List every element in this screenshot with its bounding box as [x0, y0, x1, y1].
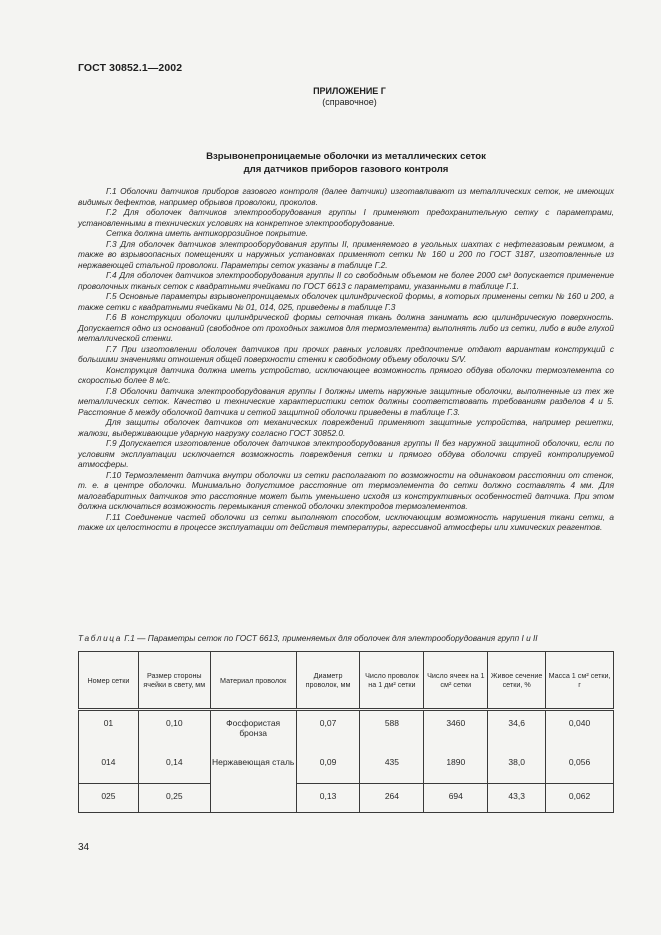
table-row: [79, 784, 614, 813]
table-cell: 264: [360, 784, 424, 813]
table-cell: 0,040: [546, 710, 614, 751]
paragraph: Г.4 Для оболочек датчиков электрооборудования группы II со свободным объемом не более 2000 см³ допускается применение проволочных тканых сеток с квадратными ячейками по ГОСТ 6613 с параметрами, указанными в таблице Г.1.: [78, 270, 614, 291]
paragraph: Г.11 Соединение частей оболочки из сетки выполняют способом, исключающим возможность нарушения ткани сетки, а также их целостности в процессе эксплуатации от действия температуры, агрессивной атмосферы или химических реагентов.: [78, 511, 614, 532]
appendix-label: ПРИЛОЖЕНИЕ Г: [313, 86, 386, 96]
paragraph: Сетка должна иметь антикоррозийное покрытие.: [106, 228, 308, 238]
paragraph: Г.7 При изготовлении оболочек датчиков при прочих равных условиях предпочтение отдают вариантам конструкций с большими значениями отношения общей поверхности стенки к свободному объему оболочки S/V.: [78, 343, 614, 364]
table-cell: 0,25: [138, 784, 210, 813]
table-cell: Нержавеющая сталь: [210, 750, 296, 784]
document-title: [78, 151, 614, 176]
table-caption-lead: Таблица: [78, 633, 122, 643]
document-code: ГОСТ 30852.1—2002: [78, 62, 183, 74]
table-cell: 014: [79, 750, 139, 784]
paragraph: Г.6 В конструкции оболочки цилиндрической формы сеточная ткань должна занимать всю цилиндрическую поверхность. Допускается одно из оснований (свободное от проходных зажимов для термоэлемента) выполнять либо из сетки, либо в виде глухой металлической стенки.: [78, 312, 614, 343]
appendix-heading: [0, 86, 661, 108]
table-row: [79, 750, 614, 784]
paragraph: Конструкция датчика должна иметь устройство, исключающее возможность прямого обдува оболочки термоэлемента со скоростью более 8 м/с.: [78, 364, 614, 385]
table-cell: Фосфористая бронза: [210, 710, 296, 751]
table-cell: 588: [360, 710, 424, 751]
column-header: Живое сечение сетки, %: [488, 652, 546, 710]
column-header: Число ячеек на 1 см² сетки: [424, 652, 488, 710]
table-cell: 435: [360, 750, 424, 784]
table-cell: 0,056: [546, 750, 614, 784]
paragraph: Г.2 Для оболочек датчиков электрооборудования группы I применяют предохранительную сетку с параметрами, установленными в технических условиях на конкретное электрооборудование.: [78, 207, 614, 228]
table-cell: 0,14: [138, 750, 210, 784]
table-cell: [210, 784, 296, 813]
table-row: [79, 710, 614, 751]
table-cell: 43,3: [488, 784, 546, 813]
table-cell: 694: [424, 784, 488, 813]
paragraph: Г.9 Допускается изготовление оболочек датчиков электрооборудования группы II без наружной защитной оболочки, если по условиям эксплуатации исключается возможность повреждения сетки и прямого обдува оболочки струей контролируемой атмосферы.: [78, 438, 614, 469]
table-cell: 0,07: [296, 710, 360, 751]
column-header: Число проволок на 1 дм² сетки: [360, 652, 424, 710]
table-caption-text: Г.1 — Параметры сеток по ГОСТ 6613, применяемых для оболочек для электрооборудования групп I и II: [121, 633, 538, 643]
table-cell: 0,09: [296, 750, 360, 784]
table-cell: 0,062: [546, 784, 614, 813]
column-header: Номер сетки: [79, 652, 139, 710]
table-cell: 38,0: [488, 750, 546, 784]
column-header: Материал проволок: [210, 652, 296, 710]
table-cell: 1890: [424, 750, 488, 784]
table-cell: 025: [79, 784, 139, 813]
column-header: Масса 1 см² сетки, г: [546, 652, 614, 710]
paragraph: Г.3 Для оболочек датчиков электрооборудования группы II, применяемого в угольных шахтах с нефтегазовым режимом, а также во взрывоопасных помещениях и наружных установках применяют сетки № 160 и 200 по ГОСТ 3187, изготовленные из нержавеющей стальной проволоки. Параметры сеток указаны в таблице Г.2.: [78, 238, 614, 270]
paragraph: Для защиты оболочек датчиков от механических повреждений применяют защитные устройства, например решетки, жалюзи, выдерживающие ударную нагрузку согласно ГОСТ 30852.0.: [78, 417, 614, 438]
paragraph: Г.5 Основные параметры взрывонепроницаемых оболочек цилиндрической формы, в которых применены сетки № 160 и 200, а также сетки с квадратными ячейками № 01, 014, 025, приведены в таблице Г.3: [78, 291, 614, 312]
paragraph: Г.1 Оболочки датчиков приборов газового контроля (далее датчики) изготавливают из металлических сеток, не имеющих видимых дефектов, например обрывов проволоки, проколов.: [78, 186, 614, 207]
table-caption: [78, 633, 618, 643]
column-header: Размер стороны ячейки в свету, мм: [138, 652, 210, 710]
table-cell: 01: [79, 710, 139, 751]
table-cell: 3460: [424, 710, 488, 751]
body-text: [78, 186, 614, 533]
table-cell: 0,10: [138, 710, 210, 751]
paragraph: Г.10 Термоэлемент датчика внутри оболочки из сетки располагают по возможности на одинаковом расстоянии от стенок, т. е. в центре оболочки. Минимально допустимое расстояние от термоэлемента до сетки должно составлять 4 мм. Для малогабаритных датчиков это расстояние может быть уменьшено исходя из конструктивных особенностей датчика. При этом должна исключаться возможность перемыкания стенкой оболочки электродов термоэлементов.: [78, 469, 614, 511]
paragraph: Г.8 Оболочки датчика электрооборудования группы I должны иметь наружные защитные оболочки, выполненные из тех же металлических сеток. Качество и технические характеристики сеток должны соответствовать требованиям разделов 4 и 5. Расстояние δ между оболочкой датчика и сеткой защитной оболочки приведены в таблице Г.3.: [78, 385, 614, 417]
parameters-table: [78, 651, 614, 813]
table-header-row: [79, 652, 614, 710]
appendix-note: (справочное): [322, 97, 377, 107]
page-number: 34: [78, 842, 90, 853]
column-header: Диаметр проволок, мм: [296, 652, 360, 710]
table-cell: 34,6: [488, 710, 546, 751]
title-line-2: для датчиков приборов газового контроля: [243, 163, 449, 175]
title-line-1: Взрывонепроницаемые оболочки из металлических сеток: [206, 151, 486, 162]
table-cell: 0,13: [296, 784, 360, 813]
